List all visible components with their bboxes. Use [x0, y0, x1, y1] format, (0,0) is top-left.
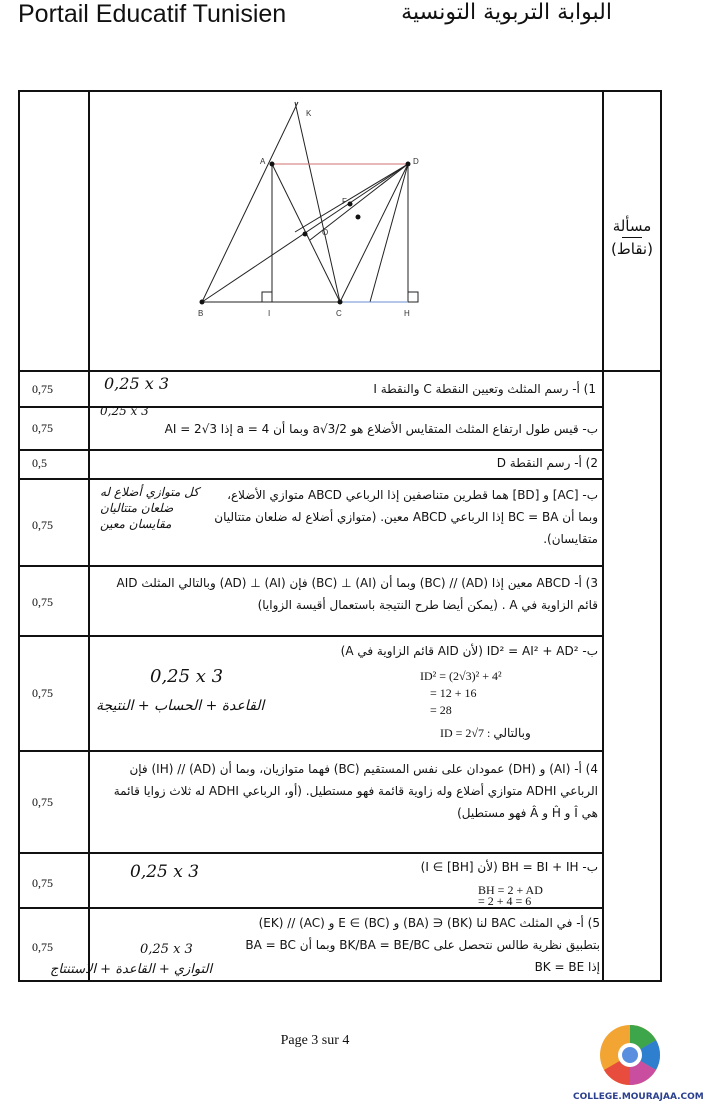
- side-question-points: (نقاط): [611, 240, 653, 258]
- equation-line: ID = 2√7 : وبالتالي: [440, 726, 531, 740]
- side-question-label: [610, 215, 654, 260]
- row-mark: 0,75: [32, 382, 53, 396]
- row-text: 1) أ- رسم المثلث وتعيين النقطة C والنقطة I: [373, 382, 596, 396]
- equation-line: = 12 + 16: [430, 686, 477, 700]
- equation-line: ID² = (2√3)² + 4²: [420, 669, 502, 683]
- point-label-a: A: [260, 157, 266, 166]
- row-text: ب- ID² = AI² + AD² (لأن AID قائم الزاوية في A): [340, 644, 598, 658]
- handwritten-score: 0,25 x 3: [104, 374, 169, 393]
- site-url: COLLEGE.MOURAJAA.COM: [573, 1092, 704, 1102]
- row-text: 4) أ- (AI) و (DH) عمودان على نفس المستقيم (BC) فهما متوازيان، وبما أن (AD) // (IH) فإن الرباعي ADHI متوازي أضلاع وله زاوية قائمة فهو مستطيل. (أو، الرباعي ADHI له ثلاث زوايا قائمة هي Î و Ĥ و Â فهو مستطيل): [113, 762, 598, 820]
- column-divider-right: [602, 370, 604, 982]
- handwritten-score: 0,25 x 3: [100, 404, 149, 418]
- row-divider: [18, 750, 604, 752]
- point-label-i: I: [268, 309, 271, 318]
- row-text: ب- قيس طول ارتفاع المثلث المتقايس الأضلاع هو a√3/2 وبما أن a = 4 إذا AI = 2√3: [164, 422, 598, 436]
- equation-line: = 2 + 4 = 6: [478, 894, 532, 908]
- site-logo: [595, 1020, 665, 1090]
- row-mark: 0,75: [32, 686, 53, 700]
- equation-line: = 28: [430, 703, 452, 717]
- point-label-b: B: [198, 309, 204, 318]
- row-divider: [18, 449, 604, 451]
- row-divider: [18, 370, 662, 372]
- page-number: Page 3 sur 4: [280, 1033, 350, 1048]
- row-divider: [18, 478, 604, 480]
- handwritten-note: التوازي + القاعدة + الاستنتاج: [50, 962, 213, 977]
- row-text: 2) أ- رسم النقطة D: [496, 456, 598, 470]
- header-title-fr: Portail Educatif Tunisien: [18, 0, 287, 28]
- geometry-figure: [90, 92, 602, 368]
- row-mark: 0,75: [32, 940, 53, 954]
- row-mark: 0,75: [32, 595, 53, 609]
- row-text: ب- BH = BI + IH (لأن I ∈ [BH]): [420, 860, 598, 874]
- column-divider-right-top: [602, 90, 604, 370]
- handwritten-note: القاعدة + الحساب + النتيجة: [96, 698, 265, 714]
- side-question-word: مسألة: [612, 217, 652, 235]
- handwritten-score: 0,25 x 3: [130, 862, 200, 882]
- point-label-c: C: [336, 309, 342, 318]
- row-divider: [18, 635, 604, 637]
- point-label-f: F: [342, 197, 347, 206]
- point-label-d: D: [413, 157, 419, 166]
- row-mark: 0,75: [32, 421, 53, 435]
- row-divider: [18, 565, 604, 567]
- row-mark: 0,75: [32, 518, 53, 532]
- equation-line: BH = 2 + AD: [478, 883, 543, 897]
- handwritten-note: كل متوازي أضلاع له ضلعان متتاليان مقايسان معين: [100, 485, 199, 531]
- point-label-h: H: [404, 309, 410, 318]
- row-mark: 0,75: [32, 876, 53, 890]
- row-mark: 0,5: [32, 456, 47, 470]
- handwritten-score: 0,25 x 3: [140, 942, 193, 957]
- row-text: 5) أ- في المثلث BAC لنا (BK) ∈ (BA) و E ∈ (BC) و (AC) // (EK) بتطبيق نظرية طالس نتحصل على BK/BA = BE/BC وبما أن BA = BC إذا BK = BE: [245, 916, 600, 974]
- row-text: ب- [AC] و [BD] هما قطرين متناصفين إذا الرباعي ABCD متوازي الأضلاع، وبما أن BC = BA إذا الرباعي ABCD معين. (متوازي أضلاع له ضلعان متتاليان متقايسان).: [214, 488, 598, 546]
- point-label-k: K: [306, 109, 312, 118]
- row-divider: [18, 852, 604, 854]
- row-mark: 0,75: [32, 795, 53, 809]
- row-text: 3) أ- ABCD معين إذا (AD) // (BC) وبما أن (AI) ⊥ (BC) فإن (AI) ⊥ (AD) وبالتالي المثلث AID قائم الزاوية في A . (يمكن أيضا طرح النتيجة باستعمال أقيسة الزوايا): [116, 576, 598, 612]
- header-title-ar: البوابة التربوية التونسية: [401, 0, 612, 25]
- point-label-o: O: [322, 228, 329, 237]
- handwritten-score: 0,25 x 3: [150, 666, 224, 687]
